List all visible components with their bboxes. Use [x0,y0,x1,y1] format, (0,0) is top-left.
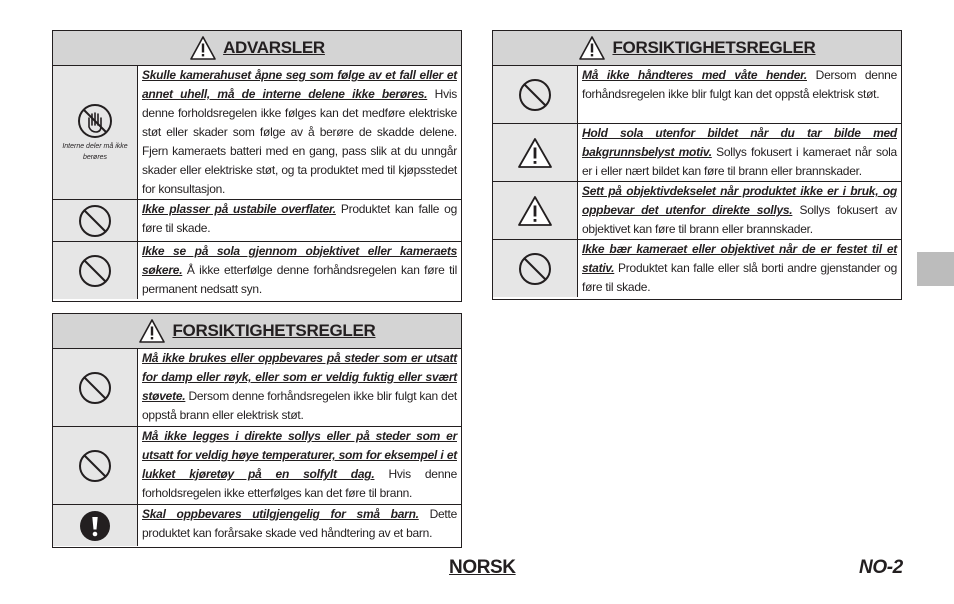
caution-text [578,66,901,123]
icon-cell [53,200,138,241]
caution-lead: Må ikke legges i direkte sollys eller på steder som er utsatt for veldig høye temperaturer, som for eksempel i et lukket kjøretøy på en solfylt dag. [142,429,457,481]
cautions-title: FORSIKTIGHETSREGLER [172,321,376,340]
caution-text [578,240,901,297]
icon-cell [53,505,138,546]
mandatory-action-icon [79,510,111,542]
warning-triangle-icon [138,318,166,344]
icon-cell [493,182,578,239]
prohibited-icon [518,252,552,286]
caution-body: Hvis denne forholdsregelen ikke etterfølges kan det føre til brann. [142,467,458,500]
warnings-box [52,30,462,302]
warnings-title: ADVARSLER [223,38,325,57]
icon-cell [493,240,578,297]
caution-triangle-icon [517,137,553,169]
warning-text [138,242,461,299]
page-number: NO-2 [859,557,903,578]
warning-lead: Skulle kamerahuset åpne seg som følge av et fall eller et annet uhell, må de interne delene ikke berøres. [142,68,457,101]
warning-body: Hvis denne forholdsregelen ikke følges kan det medføre elektriske støt eller skader som følge av å berøre de skadde delene. Fjern kameraets batteri med en gang, pass slik at du unngår skader eller elektriske støt, og ta produktet med til kjøpsstedet for konsultasjon. [142,87,458,196]
warning-text [138,66,461,199]
caution-lead: Må ikke brukes eller oppbevares på steder som er utsatt for damp eller røyk, eller som er veldig fuktig eller svært støvete. [142,351,457,403]
warning-row [53,199,461,241]
caution-text [138,349,461,426]
prohibited-icon [518,78,552,112]
icon-cell [493,66,578,123]
caution-row [53,504,461,546]
caution-row [493,123,901,181]
caution-body: Dersom denne forhåndsregelen ikke blir fulgt kan det oppstå elektrisk støt. [582,68,898,101]
caution-text [138,427,461,504]
caution-body: Dette produktet kan forårsake skade ved håndtering av et barn. [142,507,457,540]
caution-lead: Må ikke håndteres med våte hender. [582,68,807,82]
warning-row [53,66,461,199]
caution-triangle-icon [517,195,553,227]
caution-body: Sollys fokusert av objektivet kan føre til brann eller brannskader. [582,203,897,236]
warning-triangle-icon [578,35,606,61]
footer-language: NORSK [449,557,516,578]
warning-lead: Ikke plasser på ustabile overflater. [142,202,336,216]
warning-row [53,241,461,299]
icon-caption: Interne deler må ikke berøres [62,142,128,161]
icon-cell [53,427,138,504]
warning-body: Å ikke etterfølge denne forhåndsregelen kan føre til permanent nedsatt syn. [142,263,457,296]
caution-text [578,124,901,181]
warning-text [138,200,461,241]
cautions-header [493,31,901,66]
icon-cell [53,242,138,299]
caution-lead: Ikke bær kameraet eller objektivet når de er festet til et stativ. [582,242,897,275]
prohibited-icon [78,204,112,238]
caution-lead: Sett på objektivdekselet når produktet ikke er i bruk, og oppbevar det utenfor direkte sollys. [582,184,897,217]
cautions-box-right [492,30,902,300]
caution-lead: Hold sola utenfor bildet når du tar bilde med bakgrunnsbelyst motiv. [582,126,897,159]
caution-body: Dersom denne forhåndsregelen ikke blir fulgt kan det oppstå brann eller elektrisk støt. [142,389,457,422]
caution-text [578,182,901,239]
caution-body: Produktet kan falle eller slå borti andre gjenstander og føre til skade. [582,261,897,294]
prohibited-icon [78,449,112,483]
caution-body: Sollys fokusert i kameraet når sola er i eller nært bildet kan føre til brann eller brannskader. [582,145,897,178]
icon-cell [493,124,578,181]
caution-row [53,426,461,504]
cautions-title: FORSIKTIGHETSREGLER [612,38,816,57]
caution-row [53,349,461,426]
cautions-box-left [52,313,462,548]
caution-row [493,66,901,123]
warning-lead: Ikke se på sola gjennom objektivet eller kameraets søkere. [142,244,457,277]
warnings-header [53,31,461,66]
no-touch-hand-icon [77,103,113,139]
prohibited-icon [78,371,112,405]
caution-lead: Skal oppbevares utilgjengelig for små barn. [142,507,419,521]
caution-row [493,239,901,297]
caution-row [493,181,901,239]
caution-text [138,505,461,546]
prohibited-icon [78,254,112,288]
section-tab [917,252,954,286]
warning-triangle-icon [189,35,217,61]
icon-cell [53,66,138,199]
cautions-header [53,314,461,349]
icon-cell [53,349,138,426]
warning-body: Produktet kan falle og føre til skade. [142,202,457,235]
